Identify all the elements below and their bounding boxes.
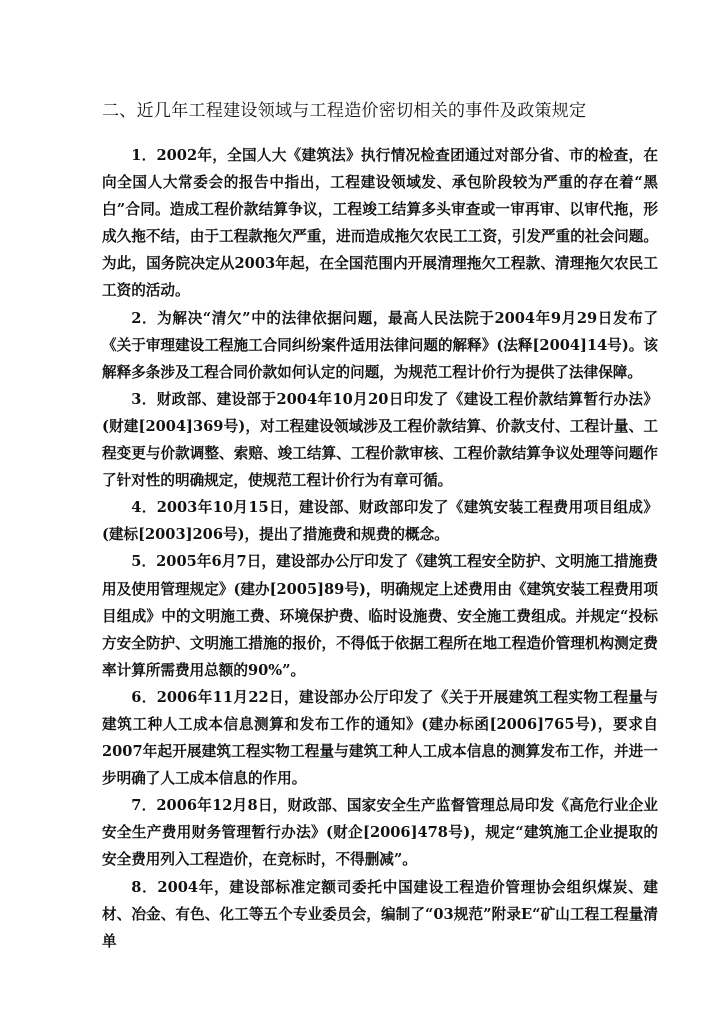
paragraph-2: 2．为解决“清欠”中的法律依据问题，最高人民法院于2004年9月29日发布了《关于审理建设工程施工合同纠纷案件适用法律问题的解释》(法释[2004]14号)。该解释多条涉及工程合同价款如何认定的问题，为规范工程计价行为提供了法律保障。 — [102, 309, 658, 381]
paragraph-8: 8．2004年，建设部标准定额司委托中国建设工程造价管理协会组织煤炭、建材、冶金、有色、化工等五个专业委员会，编制了“03规范”附录E“矿山工程工程量清单 — [102, 878, 658, 950]
paragraph-1: 1．2002年，全国人大《建筑法》执行情况检查团通过对部分省、市的检查，在向全国人大常委会的报告中指出，工程建设领域发、承包阶段较为严重的存在着“黑白”合同。造成工程价款结算争议，工程竣工结算多头审查或一审再审、以审代拖，形成久拖不结，由于工程款拖欠严重，进而造成拖欠农民工工资，引发严重的社会问题。为此，国务院决定从2003年起，在全国范围内开展清理拖欠工程款、清理拖欠农民工工资的活动。 — [102, 147, 658, 300]
paragraph-5: 5．2005年6月7日，建设部办公厅印发了《建筑工程安全防护、文明施工措施费用及使用管理规定》(建办[2005]89号)，明确规定上述费用由《建筑安装工程费用项目组成》中的文明施工费、环境保护费、临时设施费、安全施工费组成。并规定“投标方安全防护、文明施工措施的报价，不得低于依据工程所在地工程造价管理机构测定费率计算所需费用总额的90%”。 — [102, 553, 658, 679]
section-heading: 二、近几年工程建设领域与工程造价密切相关的事件及政策规定 — [102, 101, 587, 121]
paragraph-4: 4．2003年10月15日，建设部、财政部印发了《建筑安装工程费用项目组成》(建标[2003]206号)，提出了措施费和规费的概念。 — [102, 499, 658, 544]
paragraph-6: 6．2006年11月22日，建设部办公厅印发了《关于开展建筑工程实物工程量与建筑工种人工成本信息测算和发布工作的通知》(建办标函[2006]765号)，要求自2007年起开展建筑工程实物工程量与建筑工种人工成本信息的测算发布工作，并进一步明确了人工成本信息的作用。 — [102, 688, 658, 788]
paragraph-3: 3．财政部、建设部于2004年10月20日印发了《建设工程价款结算暂行办法》(财建[2004]369号)，对工程建设领域涉及工程价款结算、价款支付、工程计量、工程变更与价款调整、索赔、竣工结算、工程价款审核、工程价款结算争议处理等问题作了针对性的明确规定，使规范工程计价行为有章可循。 — [102, 390, 658, 490]
paragraph-7: 7．2006年12月8日，财政部、国家安全生产监督管理总局印发《高危行业企业安全生产费用财务管理暂行办法》(财企[2006]478号)，规定“建筑施工企业提取的安全费用列入工程造价，在竞标时，不得删减”。 — [102, 797, 658, 869]
